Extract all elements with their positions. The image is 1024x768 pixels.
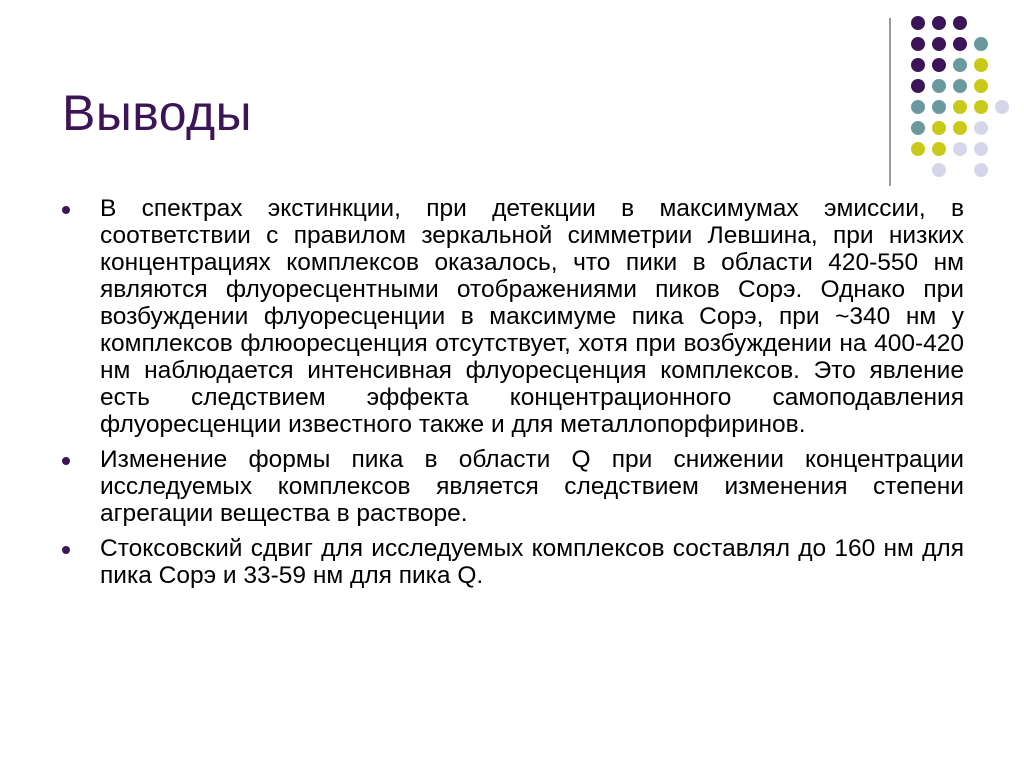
decorative-dot	[932, 16, 946, 30]
decorative-dot	[953, 79, 967, 93]
bullet-icon	[62, 546, 70, 554]
bullet-icon	[62, 206, 70, 214]
decorative-dot	[974, 163, 988, 177]
bullet-item	[62, 195, 964, 438]
decorative-dot	[974, 121, 988, 135]
bullet-text: Стоксовский сдвиг для исследуемых комплексов составлял до 160 нм для пика Сорэ и 33-59 нм для пика Q.	[100, 535, 964, 589]
decorative-dot	[911, 37, 925, 51]
decorative-dot	[932, 58, 946, 72]
decorative-dot	[974, 79, 988, 93]
decorative-dot	[953, 16, 967, 30]
decorative-dot	[911, 142, 925, 156]
decorative-dot	[911, 121, 925, 135]
bullet-text: Изменение формы пика в области Q при снижении концентрации исследуемых комплексов является следствием изменения степени агрегации вещества в растворе.	[100, 446, 964, 527]
decorative-dot	[911, 100, 925, 114]
decorative-dot	[932, 79, 946, 93]
decorative-dot	[932, 142, 946, 156]
decorative-dot	[974, 58, 988, 72]
bullet-item	[62, 446, 964, 527]
decorative-dot	[911, 58, 925, 72]
decorative-dot	[953, 100, 967, 114]
decorative-dot	[974, 142, 988, 156]
bullet-list	[62, 195, 964, 597]
bullet-icon	[62, 457, 70, 465]
bullet-text: В спектрах экстинкции, при детекции в максимумах эмиссии, в соответствии с правилом зеркальной симметрии Левшина, при низких концентрациях комплексов оказалось, что пики в области 420-550 нм являются флуоресцентными отображениями пиков Сорэ. Однако при возбуждении флуоресценции в максимуме пика Сорэ, при ~340 нм у комплексов флюоресценция отсутствует, хотя при возбуждении на 400-420 нм наблюдается интенсивная флуоресценция комплексов. Это явление есть следствием эффекта концентрационного самоподавления флуоресценции известного также и для металлопорфиринов.	[100, 195, 964, 438]
title-divider-line	[889, 18, 891, 186]
decorative-dot	[911, 79, 925, 93]
decorative-dot	[932, 100, 946, 114]
decorative-dot	[932, 121, 946, 135]
slide-title: Выводы	[62, 85, 253, 141]
decorative-dot	[953, 58, 967, 72]
decorative-dot	[953, 37, 967, 51]
decorative-dot	[953, 121, 967, 135]
bullet-item	[62, 535, 964, 589]
decorative-dot	[953, 142, 967, 156]
decorative-dot	[974, 100, 988, 114]
decorative-dot	[974, 37, 988, 51]
decorative-dot	[932, 37, 946, 51]
decorative-dot	[995, 100, 1009, 114]
decorative-dot	[911, 16, 925, 30]
decorative-dot	[932, 163, 946, 177]
